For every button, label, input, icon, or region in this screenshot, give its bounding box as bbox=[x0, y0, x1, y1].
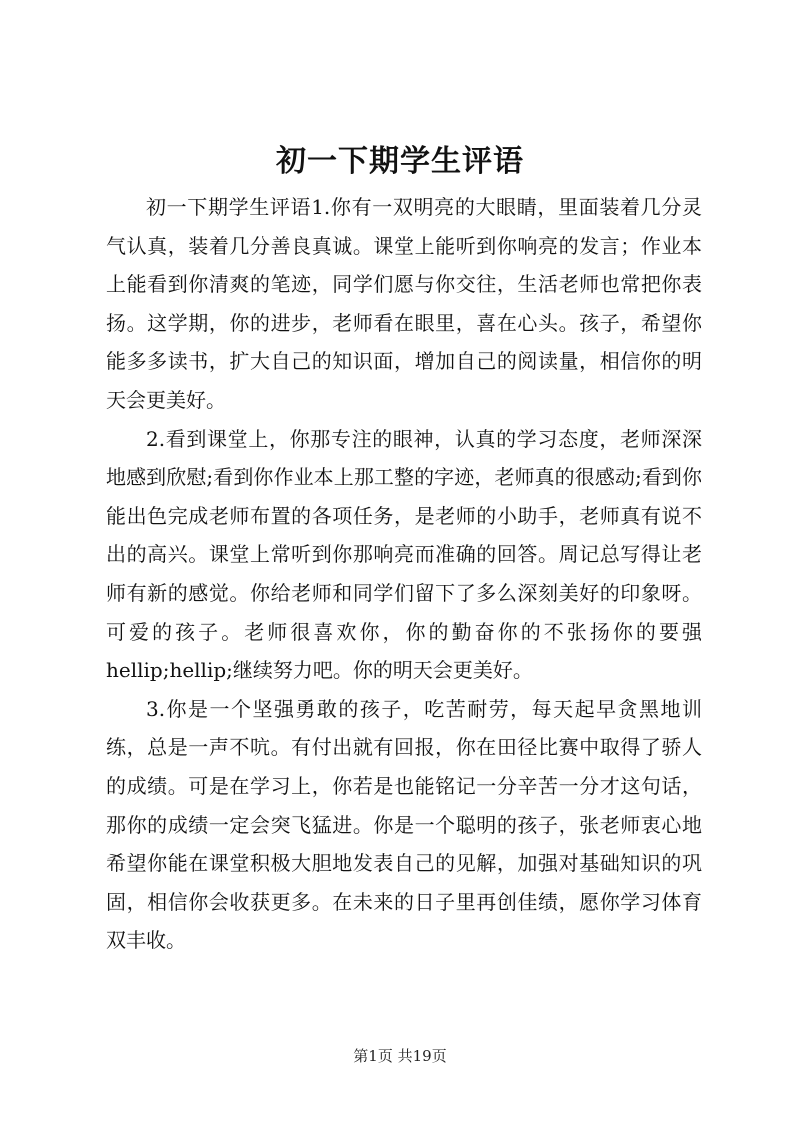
page-footer: 第1页 共19页 bbox=[353, 1047, 447, 1065]
document-title: 初一下期学生评语 bbox=[276, 144, 524, 179]
paragraph-1: 初一下期学生评语1.你有一双明亮的大眼睛，里面装着几分灵气认真，装着几分善良真诚。课堂上能听到你响亮的发言；作业本上能看到你清爽的笔迹，同学们愿与你交往，生活老师也常把你表扬。这学期，你的进步，老师看在眼里，喜在心头。孩子，希望你能多多读书，扩大自己的知识面，增加自己的阅读量，相信你的明天会更美好。 bbox=[106, 195, 702, 412]
document-body bbox=[106, 188, 702, 960]
paragraph-2: 2.看到课堂上，你那专注的眼神，认真的学习态度，老师深深地感到欣慰;看到你作业本上那工整的字迹，老师真的很感动;看到你能出色完成老师布置的各项任务，是老师的小助手，老师真有说不出的高兴。课堂上常听到你那响亮而准确的回答。周记总写得让老师有新的感觉。你给老师和同学们留下了多么深刻美好的印象呀。可爱的孩子。老师很喜欢你，你的勤奋你的不张扬你的要强hellip;hellip;继续努力吧。你的明天会更美好。 bbox=[106, 426, 702, 683]
paragraph-3: 3.你是一个坚强勇敢的孩子，吃苦耐劳，每天起早贪黑地训练，总是一声不吭。有付出就有回报，你在田径比赛中取得了骄人的成绩。可是在学习上，你若是也能铭记一分辛苦一分才这句话，那你的成绩一定会突飞猛进。你是一个聪明的孩子，张老师衷心地希望你能在课堂积极大胆地发表自己的见解，加强对基础知识的巩固，相信你会收获更多。在未来的日子里再创佳绩，愿你学习体育双丰收。 bbox=[106, 696, 702, 953]
